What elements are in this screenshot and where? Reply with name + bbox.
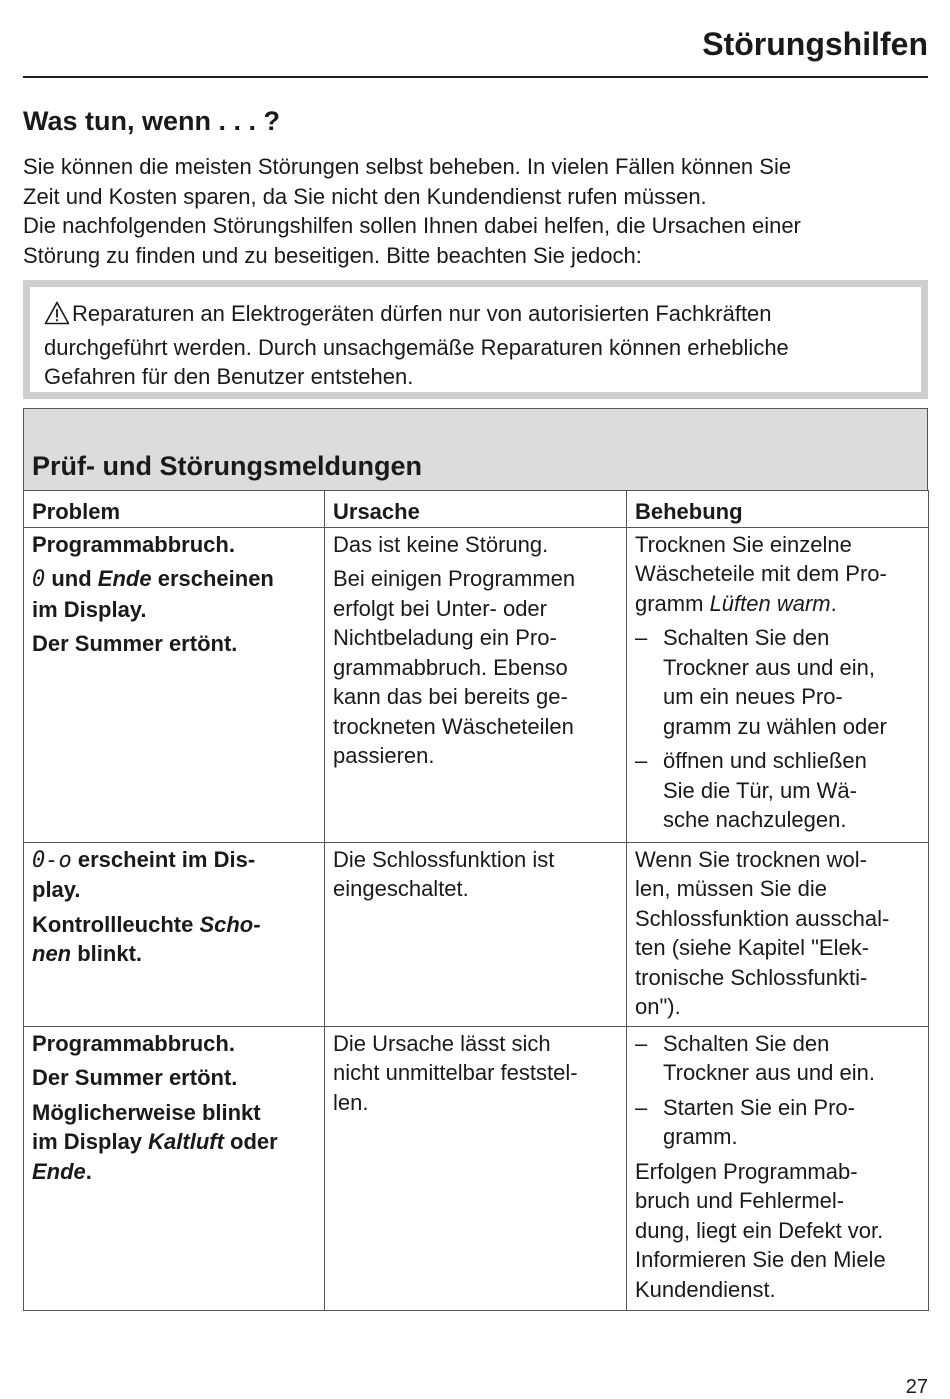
- indicator-name: Scho-: [199, 911, 261, 937]
- remedy-text: [635, 1157, 920, 1305]
- problem-text-part: oder: [223, 1129, 278, 1154]
- remedy-cell: [627, 527, 929, 842]
- bullet-line: öffnen und schließen: [663, 748, 867, 773]
- table-title: Prüf- und Störungsmeldungen: [32, 451, 422, 481]
- problem-text-part: .: [85, 1158, 92, 1184]
- intro-line: Sie können die meisten Störungen selbst beheben. In vielen Fällen können Sie: [23, 154, 792, 179]
- remedy-cell: [627, 842, 929, 1026]
- problem-text-part: im Display: [32, 1129, 149, 1154]
- remedy-line: Kundendienst.: [635, 1276, 776, 1302]
- warning-line: Gefahren für den Benutzer entstehen.: [44, 364, 414, 389]
- remedy-bullet: [635, 746, 920, 835]
- remedy-line: Wäscheteile mit dem Pro-: [635, 561, 887, 586]
- problem-text-part: blinkt.: [71, 941, 143, 966]
- bullet-line: Trockner aus und ein,: [663, 654, 875, 680]
- remedy-cell: [627, 1026, 929, 1310]
- bullet-text: [663, 1029, 875, 1088]
- problem-text-part: im Display.: [32, 596, 147, 622]
- cause-line: nicht unmittelbar feststel-: [333, 1060, 578, 1085]
- table-row: [24, 527, 929, 842]
- bullet-line: Schalten Sie den: [663, 1030, 830, 1056]
- display-term: Ende: [97, 566, 152, 591]
- bullet-line: Sie die Tür, um Wä-: [663, 777, 857, 803]
- remedy-bullet: [635, 623, 920, 741]
- problem-text: [32, 845, 316, 905]
- page-title: Störungshilfen: [702, 26, 928, 62]
- bullet-text: [663, 746, 867, 835]
- problem-text-part: erscheint im Dis-: [71, 846, 256, 872]
- bullet-line: Trockner aus und ein.: [663, 1060, 875, 1085]
- problem-text-part: play.: [32, 877, 81, 902]
- cause-cell: [325, 842, 627, 1026]
- problem-text-part: Möglicherweise blinkt: [32, 1099, 261, 1125]
- problem-text: [32, 1098, 316, 1187]
- problem-text: [32, 564, 316, 624]
- problem-text: Programmabbruch.: [32, 531, 235, 557]
- program-name: Lüften warm: [709, 590, 831, 616]
- cause-line: passieren.: [333, 743, 435, 768]
- display-code: 0: [32, 567, 46, 592]
- remedy-line: tronische Schlossfunkti-: [635, 964, 868, 990]
- column-header-remedy: Behebung: [627, 491, 929, 528]
- remedy-line: Schlossfunktion ausschal-: [635, 905, 890, 931]
- warning-line: [44, 299, 907, 333]
- problem-text: Der Summer ertönt.: [32, 631, 238, 656]
- table-title-bar: [23, 408, 928, 490]
- section-title: Was tun, wenn . . . ?: [23, 106, 281, 136]
- bullet-line: sche nachzulegen.: [663, 807, 847, 832]
- intro-line: Störung zu finden und zu beseitigen. Bitte beachten Sie jedoch:: [23, 242, 642, 268]
- table-row: [24, 842, 929, 1026]
- remedy-text: [635, 530, 920, 619]
- remedy-bullet: [635, 1093, 920, 1152]
- remedy-line: on").: [635, 994, 681, 1019]
- remedy-line: gramm: [635, 590, 710, 616]
- cause-line: kann das bei bereits ge-: [333, 684, 568, 709]
- problem-text: Der Summer ertönt.: [32, 1065, 238, 1090]
- cause-cell: [325, 1026, 627, 1310]
- cause-line: Nichtbeladung ein Pro-: [333, 625, 557, 650]
- cause-line: erfolgt bei Unter- oder: [333, 595, 547, 621]
- remedy-line: .: [830, 590, 837, 616]
- problem-text-part: und: [45, 566, 98, 591]
- bullet-line: gramm zu wählen oder: [663, 713, 887, 739]
- problem-cell: [24, 527, 325, 842]
- cause-text: [333, 1029, 618, 1118]
- intro-line: Zeit und Kosten sparen, da Sie nicht den Kundendienst rufen müssen.: [23, 183, 707, 209]
- bullet-dash: –: [635, 748, 648, 773]
- bullet-line: Schalten Sie den: [663, 625, 830, 650]
- remedy-text: [635, 845, 920, 1022]
- problem-text: [32, 910, 316, 969]
- display-term: Kaltluft: [148, 1129, 224, 1154]
- remedy-line: Trocknen Sie einzelne: [635, 531, 852, 557]
- bullet-dash: –: [635, 1094, 648, 1120]
- troubleshooting-table: [23, 408, 928, 1311]
- remedy-line: Informieren Sie den Miele: [635, 1247, 886, 1272]
- bullet-dash: –: [635, 625, 648, 650]
- bullet-dash: –: [635, 1030, 648, 1056]
- cause-line: trockneten Wäscheteilen: [333, 713, 574, 739]
- warning-triangle-icon: [44, 301, 70, 333]
- warning-line: durchgeführt werden. Durch unsachgemäße Reparaturen können erhebliche: [44, 334, 789, 360]
- problem-cell: [24, 842, 325, 1026]
- problem-text-part: erscheinen: [151, 566, 274, 591]
- warning-text: Reparaturen an Elektrogeräten dürfen nur von autorisierten Fachkräften: [72, 301, 772, 326]
- column-header-problem: Problem: [24, 491, 325, 528]
- cause-line: Bei einigen Programmen: [333, 566, 576, 591]
- cause-text: [333, 845, 618, 904]
- remedy-bullet: [635, 1029, 920, 1088]
- warning-box: [23, 280, 928, 399]
- bullet-line: um ein neues Pro-: [663, 684, 843, 709]
- cause-line: len.: [333, 1089, 369, 1115]
- intro-text: [23, 152, 928, 270]
- page-header: [23, 26, 928, 78]
- cause-line: eingeschaltet.: [333, 876, 469, 901]
- cause-line: Die Ursache lässt sich: [333, 1030, 551, 1056]
- cause-line: Die Schlossfunktion ist: [333, 846, 555, 872]
- problem-cell: [24, 1026, 325, 1310]
- remedy-line: Erfolgen Programmab-: [635, 1158, 858, 1184]
- display-term: Ende: [32, 1158, 86, 1184]
- problem-text-part: Kontrollleuchte: [32, 911, 200, 937]
- cause-line: grammabbruch. Ebenso: [333, 654, 568, 680]
- page-number: 27: [905, 1376, 928, 1398]
- fault-table: [23, 490, 929, 1311]
- cause-text: Das ist keine Störung.: [333, 531, 549, 557]
- remedy-line: dung, liegt ein Defekt vor.: [635, 1217, 884, 1243]
- table-row: [24, 1026, 929, 1310]
- column-header-cause: Ursache: [325, 491, 627, 528]
- intro-line: Die nachfolgenden Störungshilfen sollen Ihnen dabei helfen, die Ursachen einer: [23, 213, 801, 238]
- cause-cell: [325, 527, 627, 842]
- remedy-line: Wenn Sie trocknen wol-: [635, 846, 867, 872]
- bullet-line: Starten Sie ein Pro-: [663, 1094, 855, 1120]
- indicator-name: nen: [32, 941, 72, 966]
- remedy-line: ten (siehe Kapitel "Elek-: [635, 935, 870, 960]
- bullet-text: [663, 623, 887, 741]
- remedy-line: bruch und Fehlermel-: [635, 1188, 845, 1213]
- bullet-text: [663, 1093, 855, 1152]
- remedy-line: len, müssen Sie die: [635, 876, 827, 901]
- display-code: 0-o: [32, 847, 72, 873]
- problem-text: Programmabbruch.: [32, 1030, 235, 1056]
- bullet-line: gramm.: [663, 1124, 738, 1149]
- table-header-row: [24, 491, 929, 528]
- cause-text: [333, 564, 618, 771]
